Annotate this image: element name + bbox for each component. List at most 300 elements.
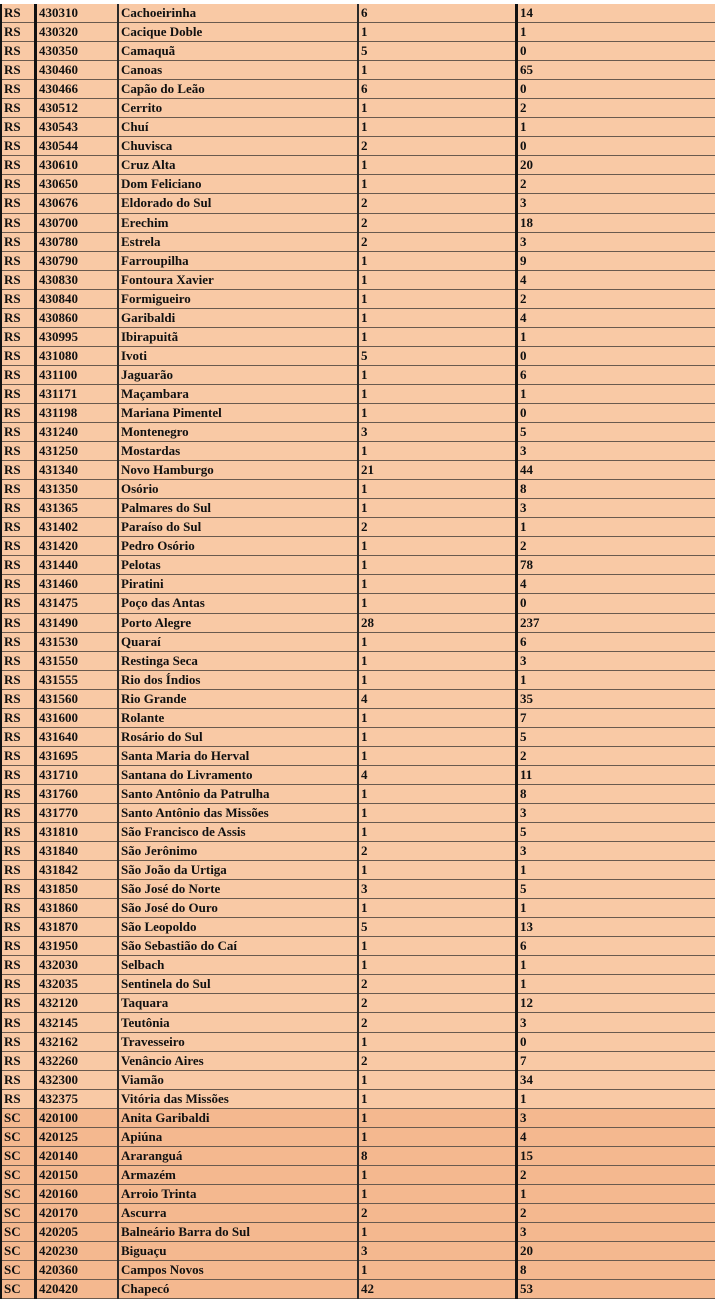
code-cell: 432375: [36, 1089, 119, 1108]
municipality-cell: Campos Novos: [118, 1261, 358, 1280]
municipality-cell: Santo Antônio das Missões: [118, 803, 358, 822]
municipality-cell: Selbach: [118, 956, 358, 975]
count-a-cell: 1: [358, 403, 517, 422]
uf-cell: RS: [1, 613, 36, 632]
count-a-cell: 2: [358, 842, 517, 861]
uf-cell: RS: [1, 861, 36, 880]
municipality-cell: Quaraí: [118, 632, 358, 651]
count-a-cell: 28: [358, 613, 517, 632]
count-a-cell: 1: [358, 1261, 517, 1280]
table-row: [1, 613, 715, 632]
count-b-cell: 14: [517, 4, 715, 23]
table-row: [1, 137, 715, 156]
code-cell: 430780: [36, 232, 119, 251]
municipality-cell: Cachoeirinha: [118, 4, 358, 23]
municipality-cell: Maçambara: [118, 384, 358, 403]
table-row: [1, 156, 715, 175]
municipality-cell: Rio dos Índios: [118, 670, 358, 689]
municipality-cell: Armazém: [118, 1165, 358, 1184]
count-b-cell: 20: [517, 1242, 715, 1261]
uf-cell: RS: [1, 1070, 36, 1089]
municipality-cell: Santo Antônio da Patrulha: [118, 784, 358, 803]
count-a-cell: 1: [358, 327, 517, 346]
municipality-cell: Dom Feliciano: [118, 175, 358, 194]
count-b-cell: 13: [517, 918, 715, 937]
uf-cell: RS: [1, 823, 36, 842]
municipality-cell: Chuí: [118, 118, 358, 137]
municipality-cell: Eldorado do Sul: [118, 194, 358, 213]
code-cell: 420150: [36, 1165, 119, 1184]
count-a-cell: 1: [358, 118, 517, 137]
count-a-cell: 2: [358, 213, 517, 232]
code-cell: 431250: [36, 442, 119, 461]
table-row: [1, 42, 715, 61]
code-cell: 430700: [36, 213, 119, 232]
municipality-cell: Capão do Leão: [118, 80, 358, 99]
count-a-cell: 1: [358, 1108, 517, 1127]
municipality-cell: Formigueiro: [118, 289, 358, 308]
code-cell: 430466: [36, 80, 119, 99]
uf-cell: RS: [1, 232, 36, 251]
code-cell: 431760: [36, 784, 119, 803]
code-cell: 430676: [36, 194, 119, 213]
count-b-cell: 1: [517, 861, 715, 880]
count-b-cell: 1: [517, 327, 715, 346]
code-cell: 420140: [36, 1146, 119, 1165]
count-b-cell: 53: [517, 1280, 715, 1299]
uf-cell: SC: [1, 1280, 36, 1299]
uf-cell: RS: [1, 937, 36, 956]
code-cell: 430610: [36, 156, 119, 175]
municipality-cell: Paraíso do Sul: [118, 518, 358, 537]
count-b-cell: 2: [517, 289, 715, 308]
uf-cell: SC: [1, 1165, 36, 1184]
table-row: [1, 765, 715, 784]
municipality-cell: Arroio Trinta: [118, 1184, 358, 1203]
uf-cell: RS: [1, 23, 36, 42]
municipality-cell: Osório: [118, 480, 358, 499]
count-a-cell: 1: [358, 1223, 517, 1242]
uf-cell: RS: [1, 784, 36, 803]
uf-cell: RS: [1, 480, 36, 499]
table-row: [1, 937, 715, 956]
uf-cell: RS: [1, 175, 36, 194]
uf-cell: RS: [1, 327, 36, 346]
code-cell: 432030: [36, 956, 119, 975]
count-a-cell: 1: [358, 175, 517, 194]
count-b-cell: 3: [517, 1223, 715, 1242]
table-row: [1, 4, 715, 23]
table-row: [1, 632, 715, 651]
count-b-cell: 1: [517, 1184, 715, 1203]
uf-cell: RS: [1, 708, 36, 727]
count-a-cell: 1: [358, 651, 517, 670]
code-cell: 430320: [36, 23, 119, 42]
count-a-cell: 5: [358, 42, 517, 61]
table-row: [1, 251, 715, 270]
count-a-cell: 1: [358, 632, 517, 651]
count-a-cell: 1: [358, 99, 517, 118]
table-row: [1, 784, 715, 803]
code-cell: 431840: [36, 842, 119, 861]
municipality-cell: Cruz Alta: [118, 156, 358, 175]
table-row: [1, 1261, 715, 1280]
count-b-cell: 5: [517, 727, 715, 746]
count-b-cell: 20: [517, 156, 715, 175]
code-cell: 431490: [36, 613, 119, 632]
count-a-cell: 4: [358, 765, 517, 784]
code-cell: 431080: [36, 346, 119, 365]
table-row: [1, 480, 715, 499]
code-cell: 420100: [36, 1108, 119, 1127]
count-b-cell: 1: [517, 118, 715, 137]
municipality-cell: Jaguarão: [118, 365, 358, 384]
count-a-cell: 8: [358, 1146, 517, 1165]
count-b-cell: 1: [517, 670, 715, 689]
table-row: [1, 61, 715, 80]
code-cell: 431340: [36, 461, 119, 480]
municipality-cell: Vitória das Missões: [118, 1089, 358, 1108]
code-cell: 430995: [36, 327, 119, 346]
count-a-cell: 1: [358, 61, 517, 80]
uf-cell: RS: [1, 880, 36, 899]
table-row: [1, 556, 715, 575]
table-row: [1, 118, 715, 137]
count-a-cell: 1: [358, 861, 517, 880]
count-a-cell: 1: [358, 575, 517, 594]
count-b-cell: 4: [517, 1127, 715, 1146]
count-b-cell: 8: [517, 1261, 715, 1280]
uf-cell: RS: [1, 99, 36, 118]
uf-cell: SC: [1, 1146, 36, 1165]
municipality-cell: Ascurra: [118, 1203, 358, 1222]
uf-cell: RS: [1, 1051, 36, 1070]
municipality-cell: Santa Maria do Herval: [118, 746, 358, 765]
table-row: [1, 518, 715, 537]
count-a-cell: 6: [358, 80, 517, 99]
uf-cell: RS: [1, 765, 36, 784]
table-row: [1, 270, 715, 289]
table-row: [1, 1108, 715, 1127]
uf-cell: RS: [1, 194, 36, 213]
count-a-cell: 1: [358, 803, 517, 822]
uf-cell: RS: [1, 442, 36, 461]
count-b-cell: 78: [517, 556, 715, 575]
count-a-cell: 1: [358, 1032, 517, 1051]
count-b-cell: 8: [517, 784, 715, 803]
code-cell: 430512: [36, 99, 119, 118]
table-row: [1, 975, 715, 994]
municipality-cell: Poço das Antas: [118, 594, 358, 613]
count-b-cell: 12: [517, 994, 715, 1013]
count-a-cell: 3: [358, 423, 517, 442]
uf-cell: RS: [1, 803, 36, 822]
count-b-cell: 11: [517, 765, 715, 784]
municipality-cell: Erechim: [118, 213, 358, 232]
count-b-cell: 3: [517, 1013, 715, 1032]
code-cell: 420125: [36, 1127, 119, 1146]
table-row: [1, 327, 715, 346]
count-b-cell: 237: [517, 613, 715, 632]
count-a-cell: 2: [358, 994, 517, 1013]
code-cell: 431810: [36, 823, 119, 842]
code-cell: 432035: [36, 975, 119, 994]
count-b-cell: 6: [517, 937, 715, 956]
count-a-cell: 4: [358, 689, 517, 708]
table-row: [1, 1242, 715, 1261]
table-row: [1, 289, 715, 308]
table-row: [1, 175, 715, 194]
code-cell: 431560: [36, 689, 119, 708]
count-a-cell: 1: [358, 727, 517, 746]
count-a-cell: 6: [358, 4, 517, 23]
uf-cell: RS: [1, 118, 36, 137]
count-a-cell: 3: [358, 880, 517, 899]
table-row: [1, 956, 715, 975]
table-row: [1, 670, 715, 689]
table-row: [1, 1203, 715, 1222]
code-cell: 430350: [36, 42, 119, 61]
uf-cell: RS: [1, 137, 36, 156]
count-a-cell: 2: [358, 232, 517, 251]
count-b-cell: 0: [517, 1032, 715, 1051]
table-row: [1, 746, 715, 765]
table-row: [1, 423, 715, 442]
municipality-cell: Pelotas: [118, 556, 358, 575]
table-row: [1, 232, 715, 251]
table-row: [1, 537, 715, 556]
municipality-cell: Cacique Doble: [118, 23, 358, 42]
table-row: [1, 575, 715, 594]
count-a-cell: 1: [358, 556, 517, 575]
municipality-cell: Teutônia: [118, 1013, 358, 1032]
count-b-cell: 5: [517, 880, 715, 899]
count-b-cell: 8: [517, 480, 715, 499]
uf-cell: RS: [1, 1089, 36, 1108]
code-cell: 430860: [36, 308, 119, 327]
count-b-cell: 7: [517, 1051, 715, 1070]
code-cell: 430543: [36, 118, 119, 137]
uf-cell: RS: [1, 384, 36, 403]
count-b-cell: 0: [517, 403, 715, 422]
table-row: [1, 1223, 715, 1242]
count-a-cell: 42: [358, 1280, 517, 1299]
code-cell: 431100: [36, 365, 119, 384]
count-b-cell: 1: [517, 899, 715, 918]
uf-cell: RS: [1, 403, 36, 422]
count-a-cell: 3: [358, 1242, 517, 1261]
municipality-cell: Pedro Osório: [118, 537, 358, 556]
code-cell: 430650: [36, 175, 119, 194]
count-a-cell: 1: [358, 1089, 517, 1108]
municipality-cell: Sentinela do Sul: [118, 975, 358, 994]
table-row: [1, 1280, 715, 1299]
count-b-cell: 0: [517, 42, 715, 61]
count-b-cell: 2: [517, 175, 715, 194]
count-a-cell: 1: [358, 708, 517, 727]
count-a-cell: 1: [358, 1165, 517, 1184]
code-cell: 431198: [36, 403, 119, 422]
municipality-cell: Piratini: [118, 575, 358, 594]
count-b-cell: 2: [517, 1165, 715, 1184]
uf-cell: RS: [1, 689, 36, 708]
code-cell: 431850: [36, 880, 119, 899]
count-b-cell: 1: [517, 23, 715, 42]
table-row: [1, 842, 715, 861]
count-b-cell: 1: [517, 956, 715, 975]
municipality-cell: São João da Urtiga: [118, 861, 358, 880]
count-b-cell: 3: [517, 499, 715, 518]
municipality-cell: Farroupilha: [118, 251, 358, 270]
count-b-cell: 7: [517, 708, 715, 727]
uf-cell: RS: [1, 670, 36, 689]
count-b-cell: 0: [517, 137, 715, 156]
uf-cell: RS: [1, 61, 36, 80]
uf-cell: RS: [1, 727, 36, 746]
municipality-cell: Balneário Barra do Sul: [118, 1223, 358, 1242]
code-cell: 431550: [36, 651, 119, 670]
count-b-cell: 1: [517, 1089, 715, 1108]
count-a-cell: 1: [358, 956, 517, 975]
table-row: [1, 594, 715, 613]
code-cell: 431365: [36, 499, 119, 518]
count-a-cell: 1: [358, 156, 517, 175]
municipality-cell: Novo Hamburgo: [118, 461, 358, 480]
uf-cell: SC: [1, 1261, 36, 1280]
data-table: [0, 4, 715, 1299]
count-b-cell: 2: [517, 99, 715, 118]
code-cell: 431870: [36, 918, 119, 937]
table-row: [1, 899, 715, 918]
code-cell: 431640: [36, 727, 119, 746]
table-row: [1, 213, 715, 232]
municipality-cell: Ivoti: [118, 346, 358, 365]
code-cell: 431950: [36, 937, 119, 956]
count-a-cell: 21: [358, 461, 517, 480]
count-a-cell: 1: [358, 23, 517, 42]
code-cell: 431402: [36, 518, 119, 537]
code-cell: 431600: [36, 708, 119, 727]
municipality-cell: Mariana Pimentel: [118, 403, 358, 422]
uf-cell: RS: [1, 518, 36, 537]
table-row: [1, 80, 715, 99]
count-b-cell: 3: [517, 651, 715, 670]
table-row: [1, 651, 715, 670]
code-cell: 431240: [36, 423, 119, 442]
municipality-cell: Venâncio Aires: [118, 1051, 358, 1070]
uf-cell: RS: [1, 746, 36, 765]
municipality-cell: Apiúna: [118, 1127, 358, 1146]
uf-cell: RS: [1, 1013, 36, 1032]
table-row: [1, 461, 715, 480]
municipality-cell: Anita Garibaldi: [118, 1108, 358, 1127]
count-b-cell: 5: [517, 423, 715, 442]
municipality-cell: Chapecó: [118, 1280, 358, 1299]
code-cell: 420205: [36, 1223, 119, 1242]
table-row: [1, 1013, 715, 1032]
count-b-cell: 34: [517, 1070, 715, 1089]
count-b-cell: 0: [517, 80, 715, 99]
count-a-cell: 1: [358, 823, 517, 842]
count-b-cell: 9: [517, 251, 715, 270]
code-cell: 420170: [36, 1203, 119, 1222]
count-b-cell: 35: [517, 689, 715, 708]
code-cell: 431475: [36, 594, 119, 613]
uf-cell: RS: [1, 461, 36, 480]
uf-cell: RS: [1, 213, 36, 232]
municipality-cell: São José do Ouro: [118, 899, 358, 918]
code-cell: 432145: [36, 1013, 119, 1032]
code-cell: 430830: [36, 270, 119, 289]
count-a-cell: 2: [358, 1051, 517, 1070]
count-a-cell: 1: [358, 384, 517, 403]
count-b-cell: 4: [517, 575, 715, 594]
municipality-cell: Mostardas: [118, 442, 358, 461]
code-cell: 432300: [36, 1070, 119, 1089]
municipality-cell: Araranguá: [118, 1146, 358, 1165]
table-row: [1, 803, 715, 822]
count-a-cell: 1: [358, 784, 517, 803]
uf-cell: RS: [1, 575, 36, 594]
count-b-cell: 1: [517, 518, 715, 537]
code-cell: 432120: [36, 994, 119, 1013]
table-row: [1, 1127, 715, 1146]
count-a-cell: 1: [358, 365, 517, 384]
uf-cell: SC: [1, 1127, 36, 1146]
count-b-cell: 3: [517, 842, 715, 861]
code-cell: 430790: [36, 251, 119, 270]
municipality-cell: Cerrito: [118, 99, 358, 118]
table-row: [1, 1070, 715, 1089]
table-row: [1, 308, 715, 327]
municipality-cell: Santana do Livramento: [118, 765, 358, 784]
count-a-cell: 2: [358, 518, 517, 537]
count-b-cell: 0: [517, 594, 715, 613]
table-row: [1, 99, 715, 118]
count-b-cell: 4: [517, 308, 715, 327]
count-a-cell: 1: [358, 1184, 517, 1203]
uf-cell: RS: [1, 365, 36, 384]
code-cell: 430544: [36, 137, 119, 156]
count-b-cell: 15: [517, 1146, 715, 1165]
code-cell: 420360: [36, 1261, 119, 1280]
uf-cell: RS: [1, 556, 36, 575]
uf-cell: RS: [1, 80, 36, 99]
table-row: [1, 442, 715, 461]
count-a-cell: 1: [358, 1070, 517, 1089]
municipality-cell: Travesseiro: [118, 1032, 358, 1051]
code-cell: 430310: [36, 4, 119, 23]
uf-cell: RS: [1, 632, 36, 651]
table-row: [1, 346, 715, 365]
code-cell: 431710: [36, 765, 119, 784]
table-row: [1, 1184, 715, 1203]
municipality-cell: Rosário do Sul: [118, 727, 358, 746]
count-a-cell: 2: [358, 137, 517, 156]
count-b-cell: 65: [517, 61, 715, 80]
count-a-cell: 1: [358, 899, 517, 918]
municipality-cell: Rolante: [118, 708, 358, 727]
municipality-cell: Restinga Seca: [118, 651, 358, 670]
table-body: [1, 4, 715, 1299]
count-a-cell: 1: [358, 670, 517, 689]
uf-cell: SC: [1, 1108, 36, 1127]
count-b-cell: 3: [517, 1108, 715, 1127]
code-cell: 431530: [36, 632, 119, 651]
uf-cell: RS: [1, 594, 36, 613]
uf-cell: RS: [1, 842, 36, 861]
count-b-cell: 5: [517, 823, 715, 842]
